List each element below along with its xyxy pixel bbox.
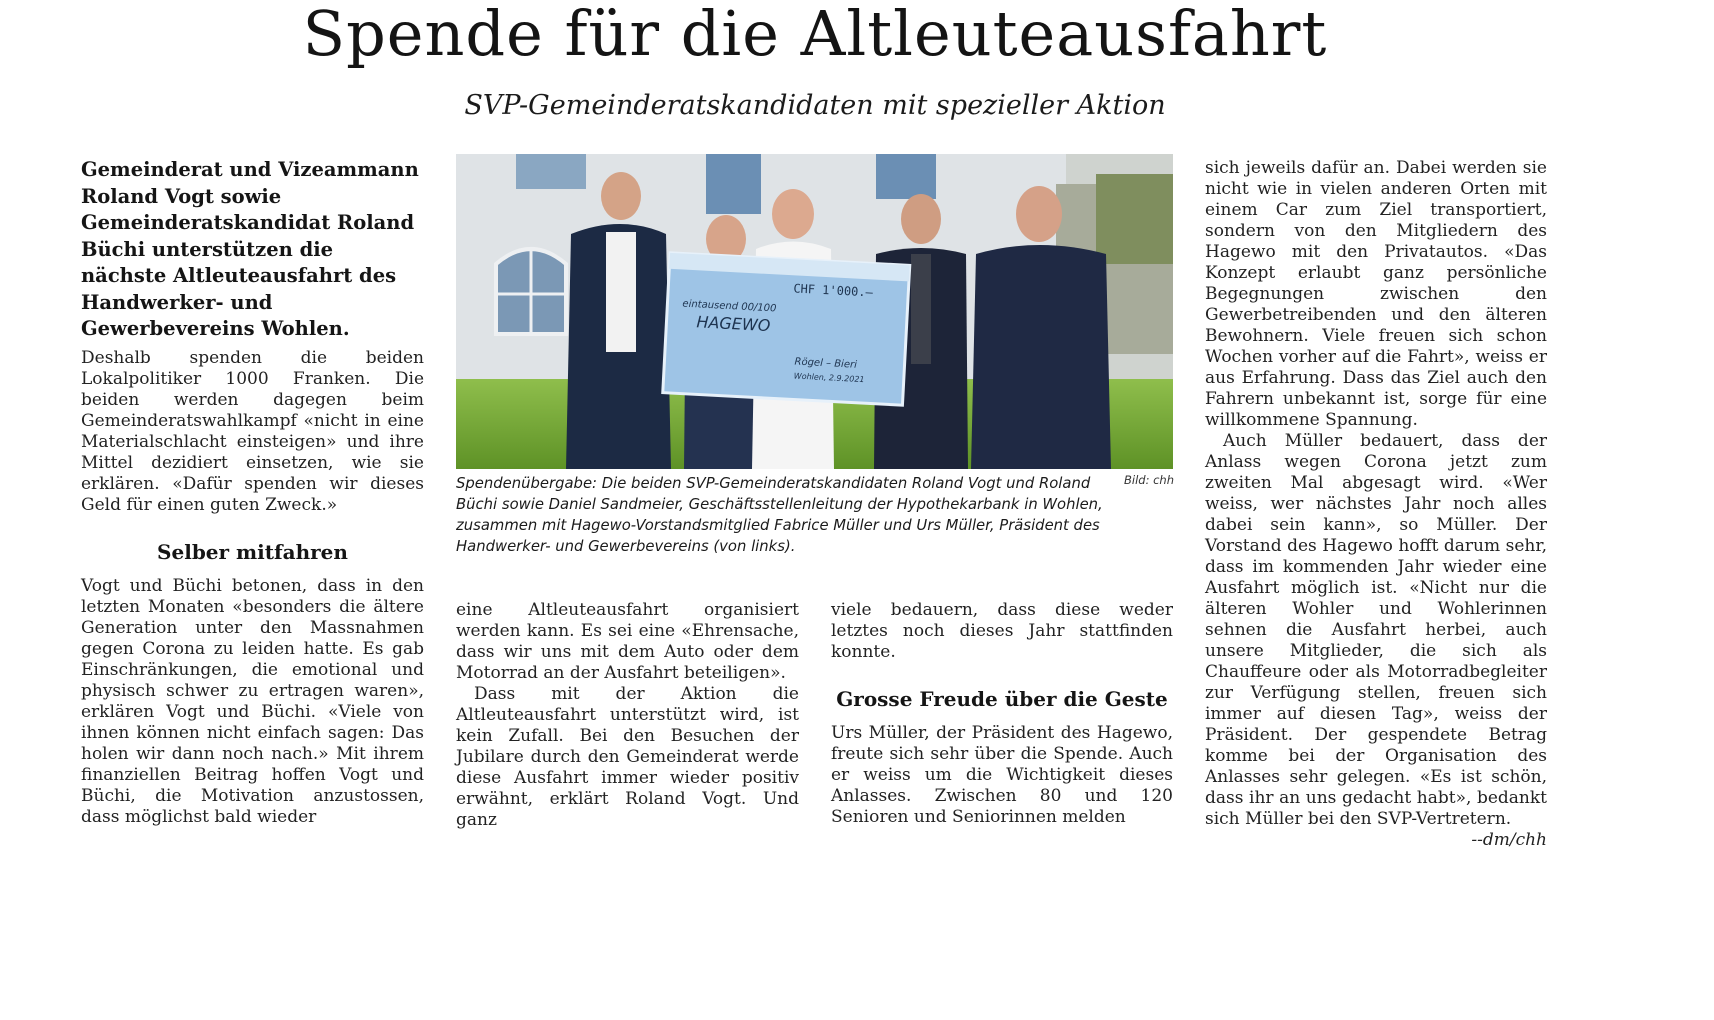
paragraph: Urs Müller, der Präsident des Hagewo, freute sich sehr über die Spende. Auch er weiss um die Wichtigkeit dieses Anlasses. Zwischen 80 und 120 Senioren und Seniorinnen melden: [831, 723, 1173, 827]
paragraph: Vogt und Büchi betonen, dass in den letzten Monaten «besonders die ältere Generation unter den Massnahmen gegen Corona zu leiden hatte. Es gab Einschränkungen, die emotional und physisch schwer zu ertragen waren», erklären Vogt und Büchi. «Viele von ihnen können nicht einfach sagen: Das holen wir dann noch nach.» Mit ihrem finanziellen Beitrag hoffen Vogt und Büchi, die Motivation anzustossen, dass möglichst bald wieder: [81, 576, 424, 827]
paragraph-text: Auch Müller bedauert, dass der Anlass wegen Corona jetzt zum zweiten Mal abgesagt wird. «Wer weiss, wer nächstes Jahr noch alles dabei sein kann», so Müller. Der Vorstand des Hagewo hofft darum sehr, dass im kommenden Jahr wieder eine Ausfahrt möglich ist. «Nicht nur die älteren Wohler und Wohlerinnen sehnen die Ausfahrt herbei, auch unsere Mitglieder, die sich als Chauffeure oder als Motorradbegleiter zur Verfügung stellen, freuen sich immer auf diesen Tag», weiss der Präsident. Der gespendete Betrag komme bei der Organisation des Anlasses sehr gelegen. «Es ist schön, dass ihr an uns gedacht habt», bedankt sich Müller bei den SVP-Vertretern.: [1205, 431, 1547, 829]
article-photo: [456, 154, 1173, 469]
paragraph: sich jeweils dafür an. Dabei werden sie nicht wie in vielen anderen Orten mit einem Car zum Ziel transportiert, sondern von den Mitgliedern des Hagewo mit den Privatautos. «Das Konzept erlaubt ganz persönliche Begegnungen zwischen den Gewerbetreibenden und den älteren Bewohnern. Viele freuen sich schon Wochen vorher auf die Fahrt», weiss er aus Erfahrung. Dass das Ziel auch den Fahrern unbekannt ist, sorge für eine willkommene Spannung.: [1205, 158, 1547, 430]
photo-credit: Bild: chh: [1123, 473, 1174, 487]
check-signature: Rögel – Bieri: [794, 356, 858, 371]
section-subtitle: Selber mitfahren: [157, 540, 348, 564]
article-headline: Spende für die Altleuteausfahrt: [302, 0, 1328, 70]
column-4: [1205, 158, 1547, 851]
photo-illustration: [456, 154, 1173, 469]
paragraph: viele bedauern, dass diese weder letztes noch dieses Jahr stattfinden konnte.: [831, 600, 1173, 662]
paragraph: Deshalb spenden die beiden Lokalpolitiker 1000 Franken. Die beiden werden dagegen beim Gemeinderatswahlkampf «nicht in eine Materialschlacht einsteigen» und ihre Mittel dezidiert einsetzen, wie sie erklären. «Dafür spenden wir dieses Geld für einen guten Zweck.»: [81, 348, 424, 515]
paragraph: [1205, 431, 1547, 850]
check-words: eintausend 00/100: [682, 298, 777, 315]
column-1: [81, 348, 424, 828]
check-date: Wohlen, 2.9.2021: [793, 371, 865, 385]
photo-caption: Spendenübergabe: Die beiden SVP-Gemeinderatskandidaten Roland Vogt und Roland Büchi sowie Daniel Sandmeier, Geschäftsstellenleitung der Hypothekarbank in Wohlen, zusammen mit Hagewo-Vorstandsmitglied Fabrice Müller und Urs Müller, Präsident des Handwerker- und Gewerbevereins (von links).: [456, 475, 1103, 555]
article-subheadline: SVP-Gemeinderatskandidaten mit spezieller Aktion: [464, 90, 1166, 121]
article-lead: Gemeinderat und Vizeammann Roland Vogt sowie Gemeinderatskandidat Roland Büchi unterstützen die nächste Altleuteausfahrt des Handwerker- und Gewerbevereins Wohlen.: [81, 158, 419, 340]
author-signature: --dm/chh: [1471, 830, 1547, 850]
column-2: [456, 600, 799, 831]
column-3: [831, 600, 1173, 828]
paragraph: eine Altleuteausfahrt organisiert werden kann. Es sei eine «Ehrensache, dass wir uns mit dem Auto oder dem Motorrad an der Ausfahrt beteiligen».: [456, 600, 799, 683]
check-payee: HAGEWO: [696, 312, 771, 336]
check-amount: CHF 1'000.–: [793, 281, 874, 300]
paragraph: Dass mit der Aktion die Altleuteausfahrt unterstützt wird, ist kein Zufall. Bei den Besuchen der Jubilare durch den Gemeinderat werde diese Ausfahrt immer wieder positiv erwähnt, erklärt Roland Vogt. Und ganz: [456, 684, 799, 830]
section-subtitle: Grosse Freude über die Geste: [836, 687, 1168, 711]
